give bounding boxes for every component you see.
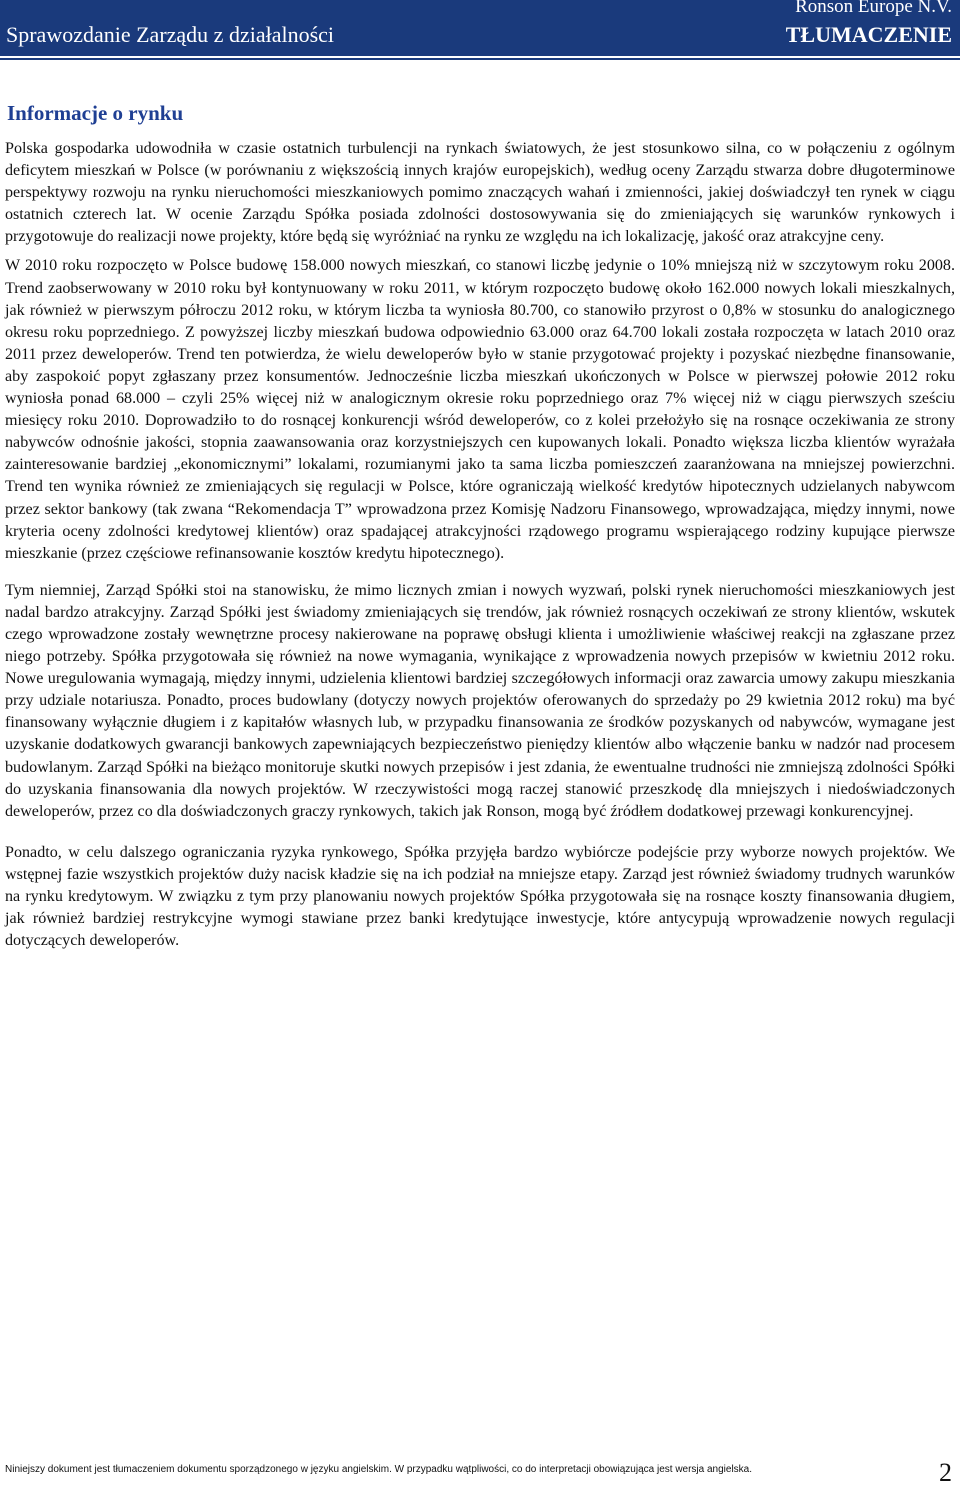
document-body <box>5 138 955 952</box>
page-header <box>0 0 960 56</box>
section-heading: Informacje o rynku <box>7 101 184 125</box>
report-title: Sprawozdanie Zarządu z działalności <box>6 22 335 47</box>
page-number: 2 <box>939 1458 952 1487</box>
paragraph-regulatory-changes: Tym niemniej, Zarząd Spółki stoi na stanowisku, że mimo licznych zmian i nowych wyzwań, polski rynek nieruchomości mieszkaniowych jest nadal bardzo atrakcyjny. Zarząd Spółki jest świadomy zmieniających się trendów, jak również rosnących oczekiwań ze strony klientów, wskutek czego wprowadzone zostały wewnętrzne procesy nakierowane na poprawę obsługi klienta i umożliwienie właściwej reakcji na zgłaszane przez niego potrzeby. Spółka przygotowała się również na nowe wymagania, wynikające z wprowadzenia nowych przepisów w kwietniu 2012 roku. Nowe uregulowania wymagają, między innymi, udzielenia klientowi bardziej szczegółowych informacji oraz zawarcia umowy zakupu mieszkania przy udziale notariusza. Ponadto, proces budowlany (dotyczy nowych projektów oferowanych do sprzedaży po 29 kwietnia 2012 roku) ma być finansowany wyłącznie długiem i z kapitałów własnych lub, w przypadku finansowania ze środków pozyskanych od nabywców, wymagane jest uzyskanie dodatkowych gwarancji bankowych zapewniających bezpieczeństwo pieniędzy klientów albo włączenie banku w nadzór nad procesem budowlanym. Zarząd Spółki na bieżąco monitoruje skutki nowych przepisów i jest zdania, że ewentualne trudności nie zmniejszą zdolności Spółki do uzyskania finansowania dla nowych projektów. W rzeczywistości mogą raczej stanowić przeszkodę dla mniejszych i niedoświadczonych deweloperów, przez co dla doświadczonych graczy rynkowych, takich jak Ronson, mogą być źródłem dodatkowej przewagi konkurencyjnej. <box>5 581 955 820</box>
header-right-block <box>786 0 952 50</box>
paragraph-risk-management: Ponadto, w celu dalszego ograniczania ryzyka rynkowego, Spółka przyjęła bardzo wybiórcze podejście przy wyborze nowych projektów. We wstępnej fazie wszystkich projektów duży nacisk kładzie się na ich podział na mniejsze etapy. Zarząd jest również świadomy trudnych warunków na rynku kredytowym. W związku z tym przy planowaniu nowych projektów Spółka przygotowała się na rosnące koszty finansowania długiem, jak również bardziej restrykcyjne wymogi stawiane przez banki kredytujące inwestycje, które antycypują wprowadzenie nowych regulacji dotyczących deweloperów. <box>5 843 955 950</box>
paragraph-market-overview: Polska gospodarka udowodniła w czasie ostatnich turbulencji na rynkach światowych, że jest stosunkowo silna, co w połączeniu z ogólnym deficytem mieszkań w Polsce (w porównaniu z większością innych krajów europejskich), według oceny Zarządu stwarza dobre długoterminowe perspektywy rozwoju na rynku nieruchomości mieszkaniowych pomimo znaczących wahań i zmienności, jakiej doświadczył ten rynek w ciągu ostatnich czterech lat. W ocenie Zarządu Spółka posiada zdolności dostosowywania się do zmieniających się warunków rynkowych i przygotowuje do realizacji nowe projekty, które będą się wyróżniać na rynku ze względu na ich lokalizację, jakość oraz atrakcyjne ceny. <box>5 140 955 246</box>
footer-translation-note: Niniejszy dokument jest tłumaczeniem dokumentu sporządzonego w języku angielskim. W przypadku wątpliwości, co do interpretacji obowiązująca jest wersja angielska. <box>5 1464 753 1475</box>
header-divider <box>0 58 960 60</box>
paragraph-construction-statistics: W 2010 roku rozpoczęto w Polsce budowę 158.000 nowych mieszkań, co stanowi liczbę jedynie o 10% mniejszą niż w szczytowym roku 2008. Trend zaobserwowany w 2010 roku był kontynuowany w roku 2011, w którym rozpoczęto budowę około 162.000 nowych lokali mieszkalnych, jak również w pierwszym półroczu 2012 roku, w którym liczba ta wyniosła 80.700, co stanowiło przyrost o 0,8% w stosunku do analogicznego okresu roku poprzedniego. Z powyższej liczby mieszkań budowa odpowiednio 63.000 oraz 64.700 lokali została rozpoczęta w latach 2010 oraz 2011 przez deweloperów. Trend ten potwierdza, że wielu deweloperów było w stanie przygotować projekty i pozyskać niezbędne finansowanie, aby zaspokoić popyt zgłaszany przez konsumentów. Jednocześnie liczba mieszkań ukończonych w Polsce w pierwszej połowie 2012 roku wyniosła ponad 68.000 – czyli 25% więcej niż w analogicznym okresie roku poprzedniego oraz 7% więcej niż w ciągu pierwszych sześciu miesięcy roku 2010. Doprowadziło to do rosnącej konkurencji wśród deweloperów, co z kolei przełożyło się na rosnące oczekiwania ze strony nabywców odnośnie jakości, stopnia zaawansowania oraz korzystniejszych cen kupowanych lokali. Ponadto większa liczba klientów wyrażała zainteresowanie bardziej „ekonomicznymi” lokalami, rozumianymi jako ta sama liczba pomieszczeń zaaranżowana na mniejszej powierzchni. Trend ten wynika również ze zmieniających się regulacji w Polsce, które ograniczają wielkość kredytów hipotecznych udzielanych nabywcom przez sektor bankowy (tak zwana “Rekomendacja T” wprowadzona przez Komisję Nadzoru Finansowego, wprowadzająca, między innymi, nowe kryteria oceny zdolności kredytowej klientów) oraz spadającej atrakcyjności rządowego programu wspierającego rodziny kupujące pierwsze mieszkanie (przez częściowe refinansowanie kosztów kredytu hipotecznego). <box>5 257 955 562</box>
translation-label: TŁUMACZENIE <box>785 22 952 47</box>
company-name: Ronson Europe N.V. <box>795 0 952 17</box>
